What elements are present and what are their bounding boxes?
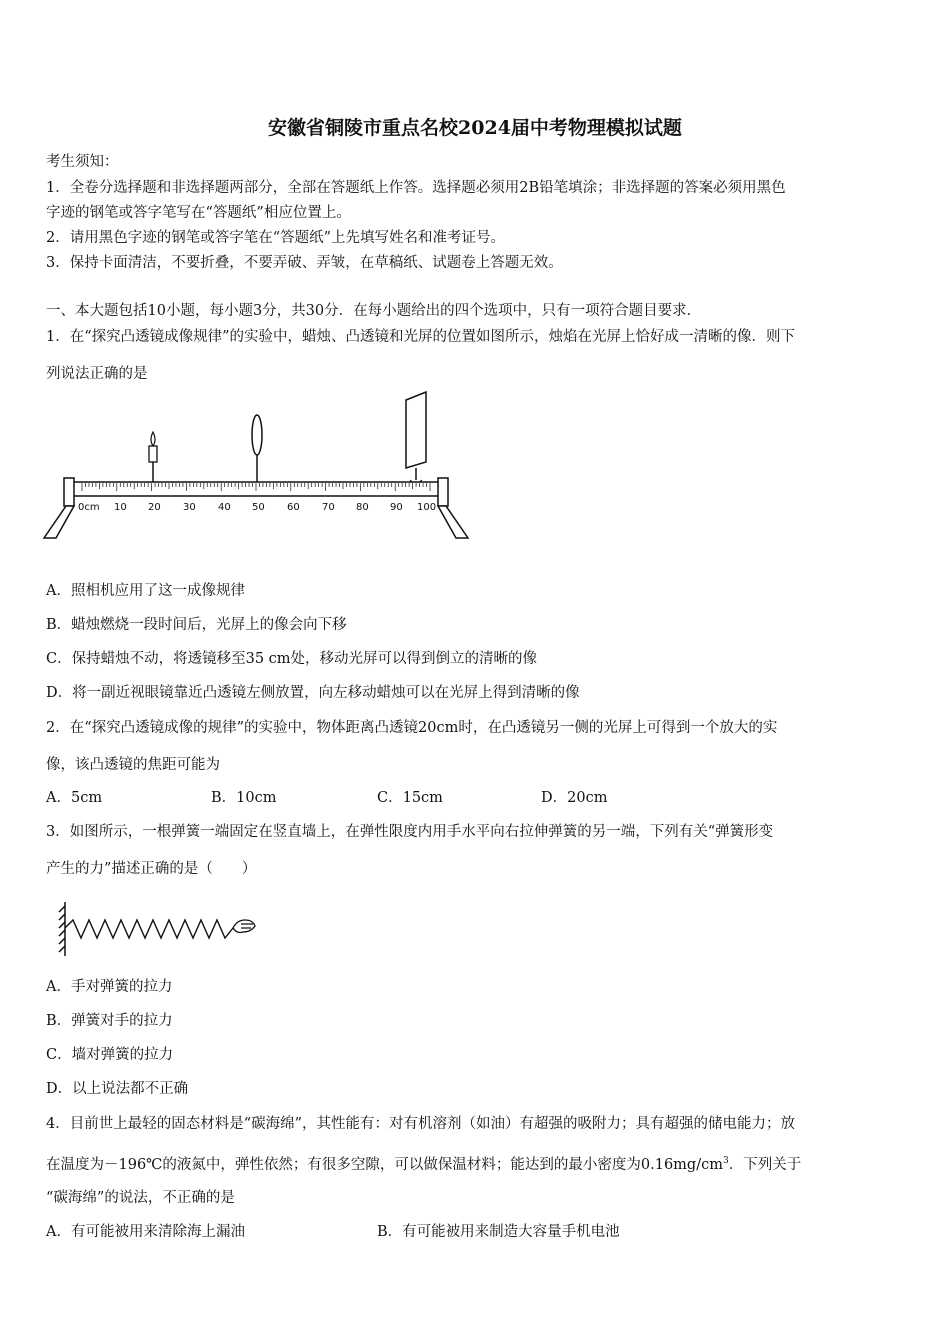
notice-item: 1．全卷分选择题和非选择题两部分，全部在答题纸上作答。选择题必须用2B铅笔填涂；非选择题的答案必须用黑色 (46, 180, 786, 196)
ruler-label: 10 (114, 502, 127, 513)
ruler-label: 20 (148, 502, 161, 513)
q1-stem: 1．在“探究凸透镜成像规律”的实验中，蜡烛、凸透镜和光屏的位置如图所示，烛焰在光屏上恰好成一清晰的像．则下 (46, 329, 796, 345)
ruler-label: 0cm (78, 502, 100, 513)
candle-flame (151, 432, 155, 446)
q1-option-b: B．蜡烛燃烧一段时间后，光屏上的像会向下移 (46, 617, 347, 633)
q4-option-b: B．有可能被用来制造大容量手机电池 (377, 1224, 620, 1240)
q2-option-a: A．5cm (46, 790, 103, 806)
q4-stem-text: 在温度为－196℃的液氮中，弹性依然；有很多空隙，可以做保温材料；能达到的最小密度为0.16mg/cm (46, 1156, 723, 1173)
light-screen (406, 392, 426, 468)
candle (149, 446, 157, 462)
q3-option-d: D．以上说法都不正确 (46, 1081, 189, 1097)
q1-option-d: D．将一副近视眼镜靠近凸透镜左侧放置，向左移动蜡烛可以在光屏上得到清晰的像 (46, 685, 580, 701)
q2-option-b: B．10cm (211, 790, 277, 806)
q3-option-c: C．墙对弹簧的拉力 (46, 1047, 174, 1063)
ruler-label: 40 (218, 502, 231, 513)
q1-option-a: A．照相机应用了这一成像规律 (46, 583, 245, 599)
q4-option-a: A．有可能被用来清除海上漏油 (46, 1224, 245, 1240)
section-heading: 一、本大题包括10小题，每小题3分，共30分．在每小题给出的四个选项中，只有一项符合题目要求． (46, 303, 702, 319)
q3-stem: 3．如图所示，一根弹簧一端固定在竖直墙上，在弹性限度内用手水平向右拉伸弹簧的另一端，下列有关“弹簧形变 (46, 824, 774, 840)
q4-stem: 4．目前世上最轻的固态材料是“碳海绵”，其性能有：对有机溶剂（如油）有超强的吸附力；具有超强的储电能力；放 (46, 1116, 796, 1132)
ruler-label: 80 (356, 502, 369, 513)
ruler-label: 50 (252, 502, 265, 513)
q2-option-d: D．20cm (541, 790, 608, 806)
ruler-label: 90 (390, 502, 403, 513)
ruler-label: 30 (183, 502, 196, 513)
convex-lens (252, 415, 262, 455)
spring (65, 920, 233, 938)
right-leg (438, 506, 468, 538)
hand-icon (233, 920, 255, 933)
q2-option-c: C．15cm (377, 790, 443, 806)
q1-stem-cont: 列说法正确的是 (46, 366, 148, 382)
ruler-label: 60 (287, 502, 300, 513)
left-leg (44, 506, 74, 538)
q4-stem-cont: “碳海绵”的说法，不正确的是 (46, 1190, 235, 1206)
q4-stem-cont (46, 1151, 910, 1175)
q2-stem: 2．在“探究凸透镜成像的规律”的实验中，物体距离凸透镜20cm时，在凸透镜另一侧的光屏上可得到一个放大的实 (46, 720, 778, 736)
notice-item: 2．请用黑色字迹的钢笔或答字笔在“答题纸”上先填写姓名和准考证号。 (46, 230, 506, 246)
wall (59, 902, 65, 956)
optical-bench-figure (40, 390, 480, 550)
q3-stem-cont: 产生的力”描述正确的是（ ） (46, 861, 257, 877)
notice-heading: 考生须知： (46, 154, 119, 170)
page-title: 安徽省铜陵市重点名校2024届中考物理模拟试题 (268, 117, 682, 139)
notice-item: 3．保持卡面清洁，不要折叠，不要弄破、弄皱，在草稿纸、试题卷上答题无效。 (46, 255, 563, 271)
q4-superscript: 3 (722, 1156, 729, 1166)
ruler-label: 100 (417, 502, 437, 513)
q3-option-b: B．弹簧对手的拉力 (46, 1013, 173, 1029)
q1-option-c: C．保持蜡烛不动，将透镜移至35 cm处，移动光屏可以得到倒立的清晰的像 (46, 651, 538, 667)
q4-stem-text: ．下列关于 (728, 1156, 802, 1173)
spring-figure (55, 898, 265, 960)
q3-option-a: A．手对弹簧的拉力 (46, 979, 173, 995)
ruler-label: 70 (322, 502, 335, 513)
q2-stem-cont: 像，该凸透镜的焦距可能为 (46, 757, 220, 773)
notice-item: 字迹的钢笔或答字笔写在“答题纸”相应位置上。 (46, 205, 351, 221)
